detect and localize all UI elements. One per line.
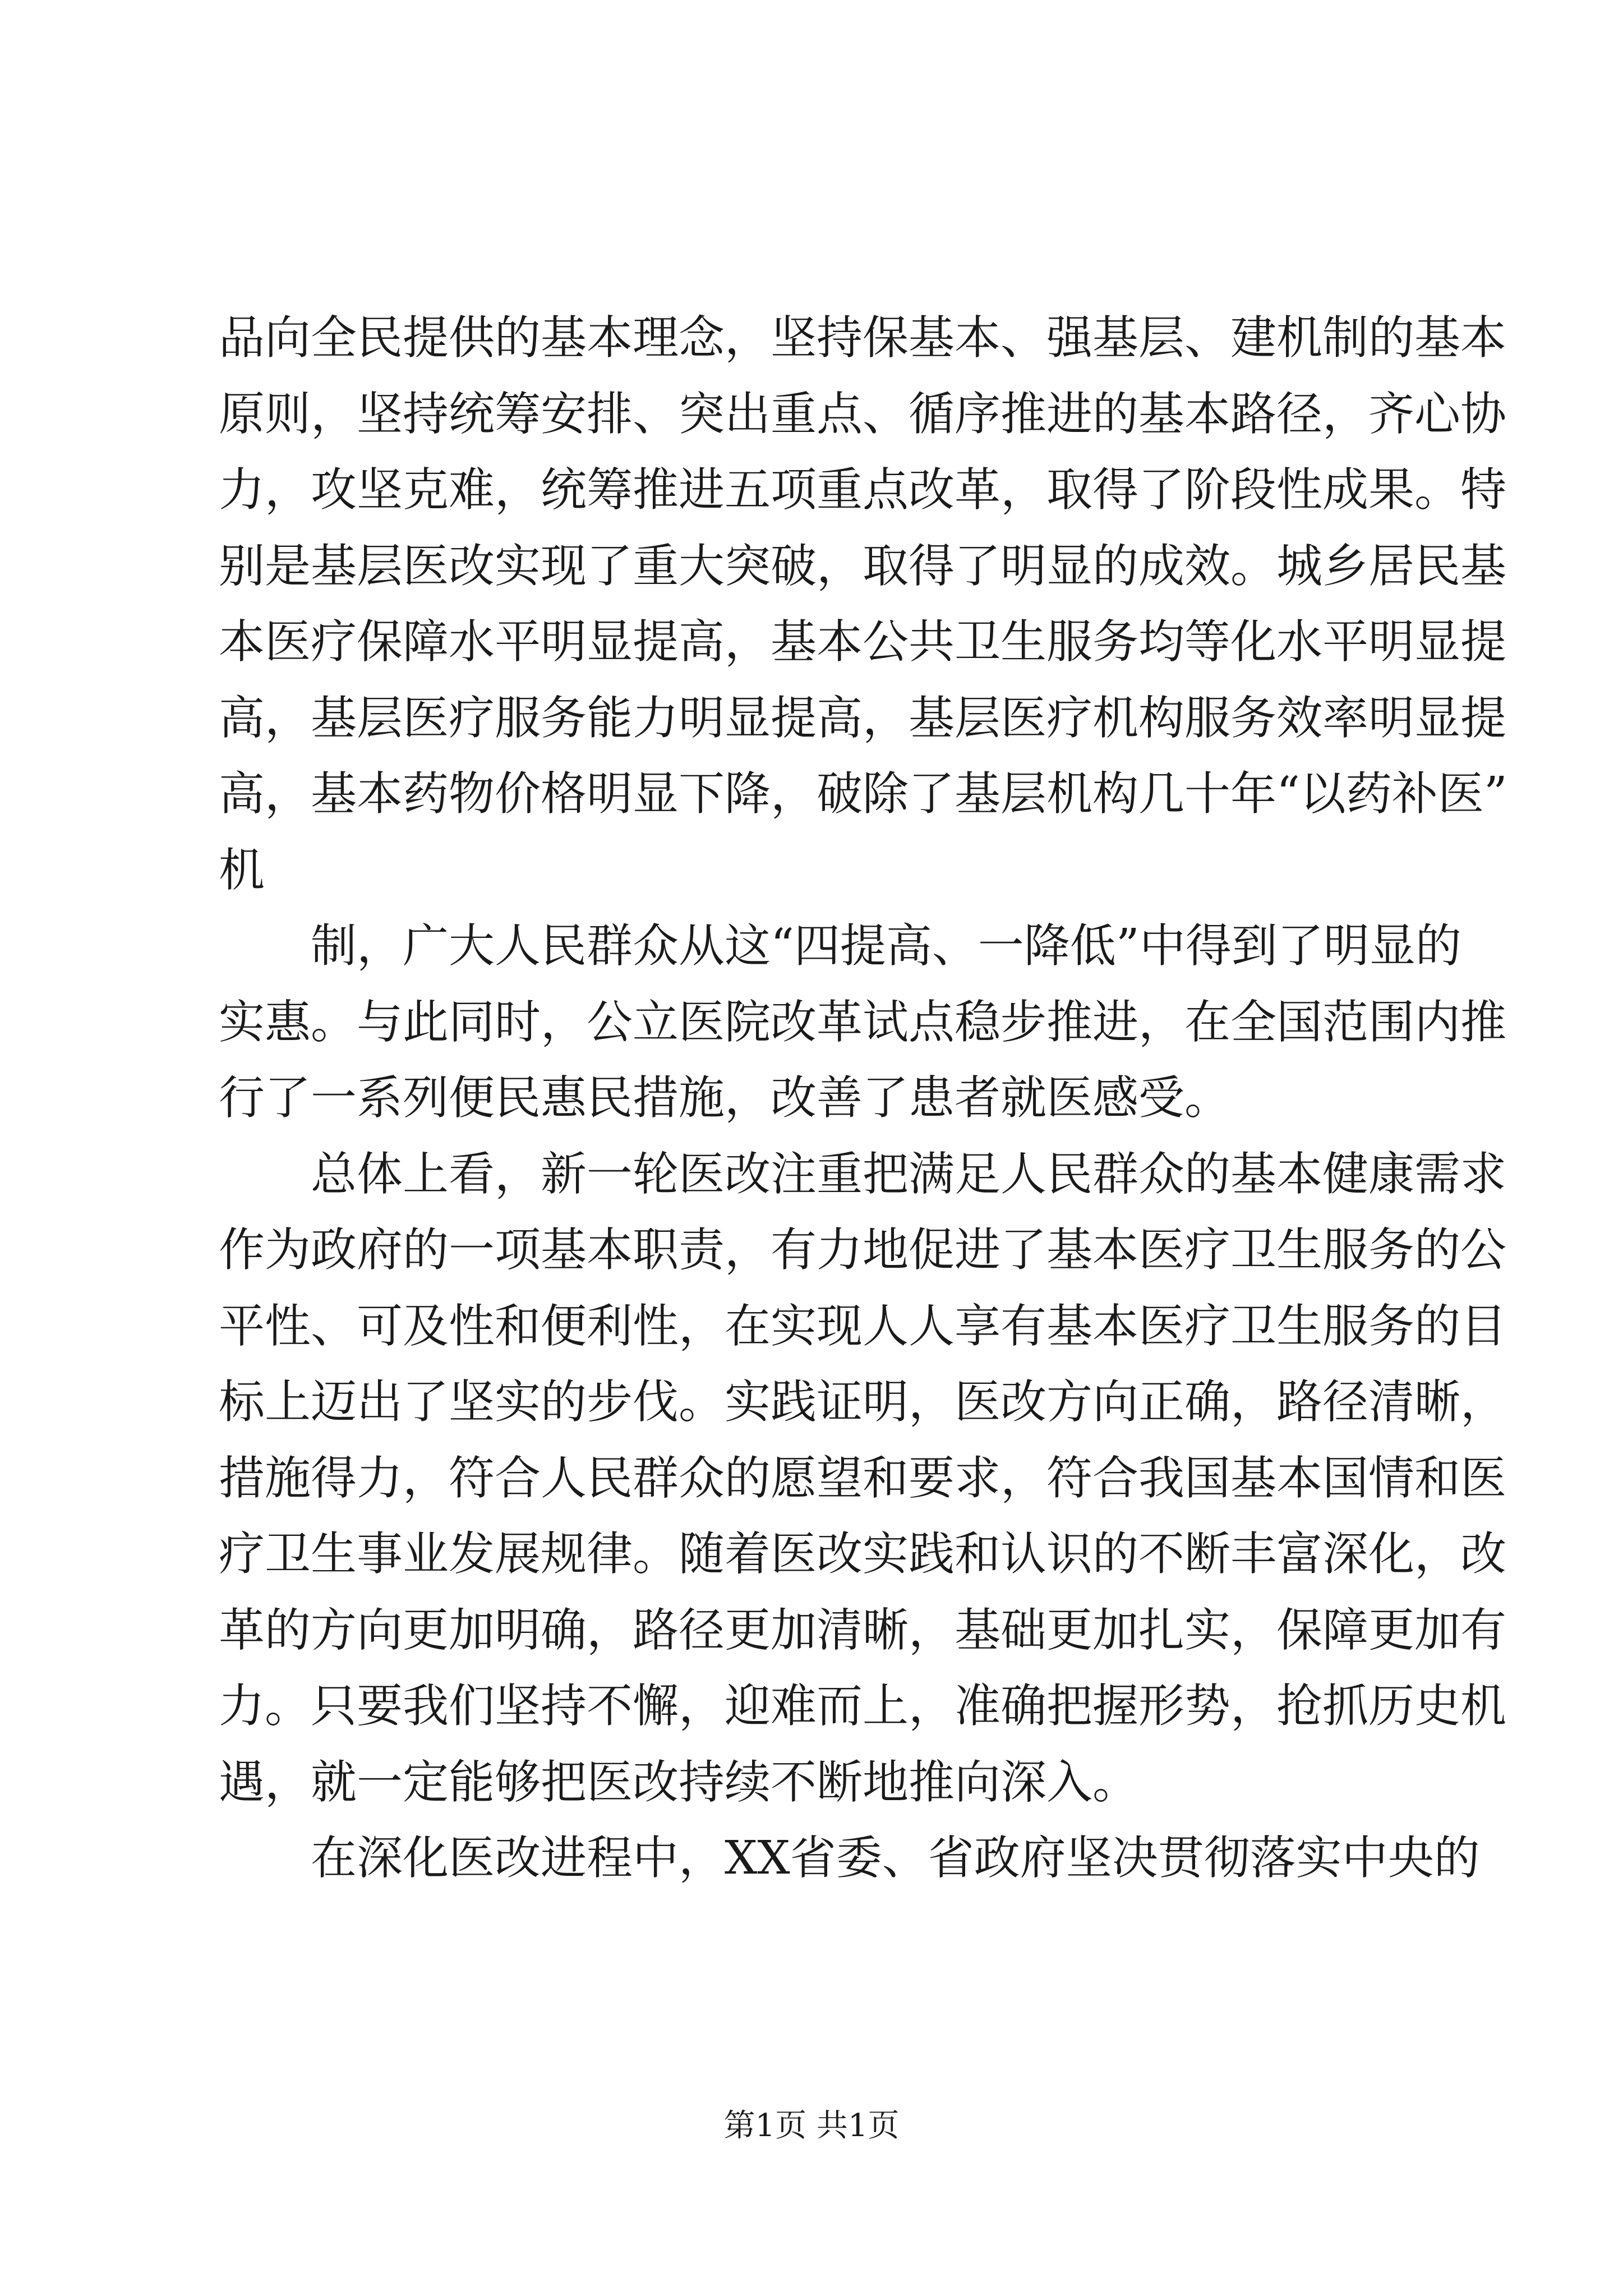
text-line: 作为政府的一项基本职责，有力地促进了基本医疗卫生服务的公 bbox=[219, 1223, 1507, 1277]
text-line: 行了一系列便民惠民措施，改善了患者就医感受。 bbox=[219, 1071, 1231, 1125]
text-line: 高，基本药物价格明显下降，破除了基层机构几十年“以药补医” bbox=[219, 767, 1507, 821]
page-footer: 第1页 共1页 bbox=[723, 2108, 900, 2144]
text-line: 在深化医改进程中，XX省委、省政府坚决贯彻落实中央的 bbox=[219, 1832, 1480, 1885]
text-line: 力，攻坚克难，统筹推进五项重点改革，取得了阶段性成果。特 bbox=[219, 463, 1507, 517]
text-line: 措施得力，符合人民群众的愿望和要求，符合我国基本国情和医 bbox=[219, 1451, 1507, 1505]
text-line: 品向全民提供的基本理念，坚持保基本、强基层、建机制的基本 bbox=[219, 311, 1507, 365]
text-line: 遇，就一定能够把医改持续不断地推向深入。 bbox=[219, 1755, 1139, 1809]
text-line: 本医疗保障水平明显提高，基本公共卫生服务均等化水平明显提 bbox=[219, 615, 1507, 669]
text-line: 机 bbox=[219, 843, 265, 897]
text-line: 原则，坚持统筹安排、突出重点、循序推进的基本路径，齐心协 bbox=[219, 387, 1507, 441]
body-text bbox=[219, 300, 1507, 1897]
text-line: 制，广大人民群众从这“四提高、一降低”中得到了明显的 bbox=[219, 919, 1461, 973]
text-line: 革的方向更加明确，路径更加清晰，基础更加扎实，保障更加有 bbox=[219, 1603, 1507, 1657]
text-line: 力。只要我们坚持不懈，迎难而上，准确把握形势，抢抓历史机 bbox=[219, 1680, 1507, 1733]
text-line: 实惠。与此同时，公立医院改革试点稳步推进，在全国范围内推 bbox=[219, 995, 1507, 1049]
text-line: 别是基层医改实现了重大突破，取得了明显的成效。城乡居民基 bbox=[219, 539, 1507, 593]
text-line: 平性、可及性和便利性，在实现人人享有基本医疗卫生服务的目 bbox=[219, 1299, 1507, 1353]
text-line: 总体上看，新一轮医改注重把满足人民群众的基本健康需求 bbox=[219, 1147, 1507, 1201]
text-line: 高，基层医疗服务能力明显提高，基层医疗机构服务效率明显提 bbox=[219, 691, 1507, 745]
text-line: 标上迈出了坚实的步伐。实践证明，医改方向正确，路径清晰， bbox=[219, 1375, 1507, 1429]
text-line: 疗卫生事业发展规律。随着医改实践和认识的不断丰富深化，改 bbox=[219, 1527, 1507, 1581]
